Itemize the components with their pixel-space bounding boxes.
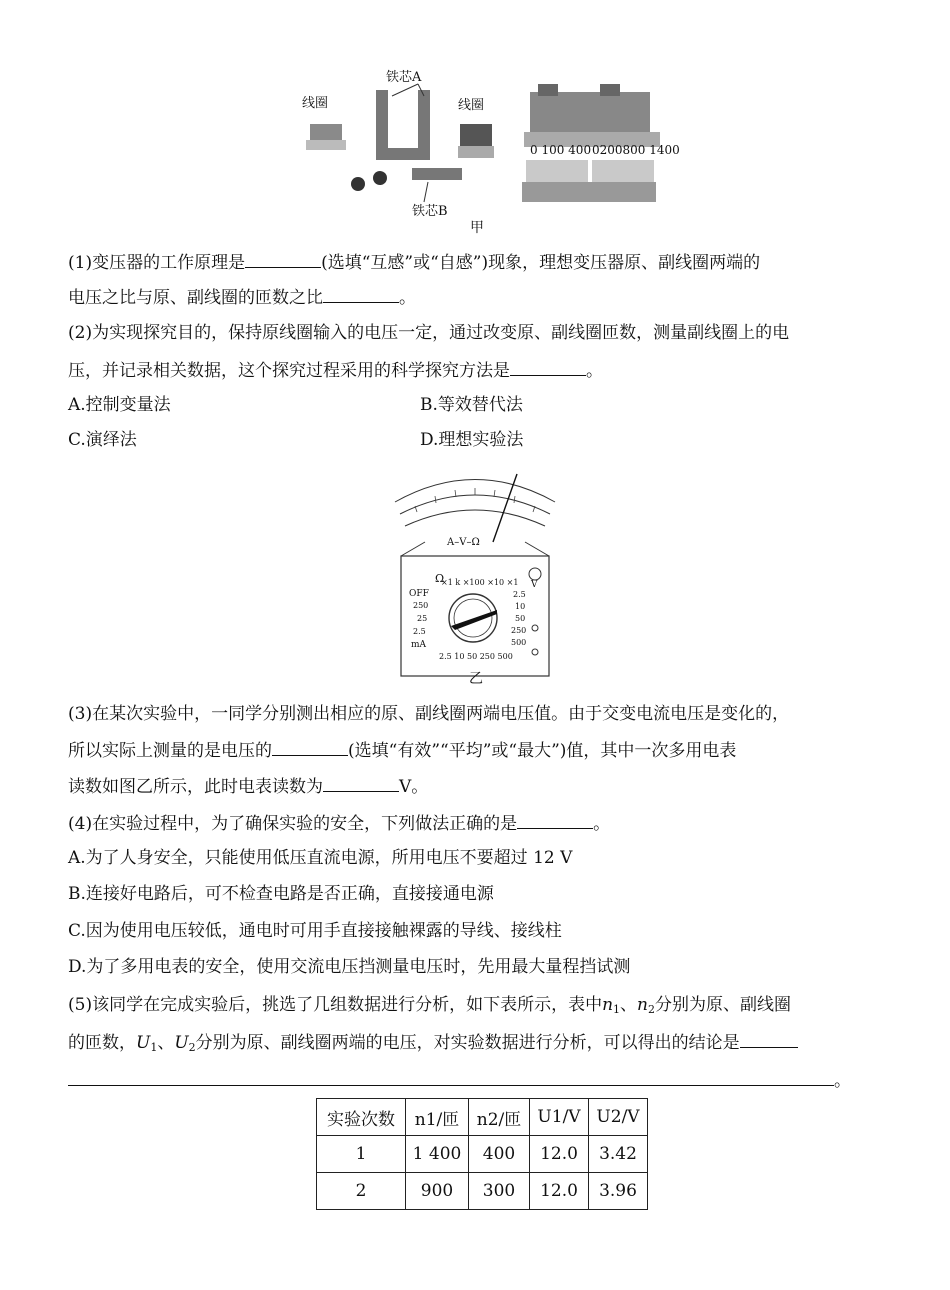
- table-cell: 900: [406, 1173, 469, 1210]
- table-header-row: [317, 1099, 648, 1136]
- dc-ma-range: 25: [417, 614, 428, 623]
- dc-v-range: 2.5: [513, 590, 526, 599]
- table-cell: 300: [469, 1173, 530, 1210]
- ac-v-ranges: 2.5 10 50 250 500: [439, 652, 513, 661]
- label-core-b: 铁芯B: [412, 204, 448, 219]
- dc-v-range: 500: [511, 638, 527, 647]
- q1-line2: 电压之比与原、副线圈的匝数之比 。: [68, 285, 416, 309]
- table-cell: 400: [469, 1136, 530, 1173]
- label-core-a: 铁芯A: [386, 70, 422, 85]
- label-coil-right: 线圈: [458, 98, 485, 113]
- table-cell: 3.42: [589, 1136, 648, 1173]
- q2-line2: 压，并记录相关数据，这个探究过程采用的科学探究方法是 。: [68, 358, 603, 382]
- table-header: 实验次数: [317, 1099, 406, 1136]
- q4-line1: (4)在实验过程中，为了确保实验的安全，下列做法正确的是 。: [68, 811, 610, 835]
- q4-option-a: A.为了人身安全，只能使用低压直流电源，所用电压不要超过 12 V: [68, 848, 573, 868]
- scale-left: 0 100 400: [530, 143, 592, 157]
- q3-line2: 所以实际上测量的是电压的 (选填“有效”“平均”或“最大”)值，其中一次多用电表: [68, 738, 736, 762]
- q2-option-b: B.等效替代法: [420, 395, 523, 415]
- caption-yi: 乙: [469, 671, 483, 687]
- table-header: n1/匝: [406, 1099, 469, 1136]
- table-header: U1/V: [530, 1099, 589, 1136]
- q4-option-b: B.连接好电路后，可不检查电路是否正确，直接接通电源: [68, 884, 494, 904]
- table-cell: 2: [317, 1173, 406, 1210]
- label-coil-left: 线圈: [302, 96, 329, 111]
- q2-option-c: C.演绎法: [68, 430, 137, 450]
- answer-blank: [323, 774, 399, 792]
- q1-line1: (1)变压器的工作原理是 (选填“互感”或“自感”)现象，理想变压器原、副线圈两端的: [68, 250, 760, 274]
- table-cell: 1: [317, 1136, 406, 1173]
- table-header: U2/V: [589, 1099, 648, 1136]
- answer-blank-long: [68, 1068, 834, 1086]
- answer-blank: [272, 738, 348, 756]
- ohm-symbol: Ω: [435, 572, 445, 585]
- q5-line1: (5)该同学在完成实验后，挑选了几组数据进行分析，如下表所示，表中$n_1$、$n_2$分别为原、副线圈: [68, 995, 791, 1016]
- data-table: [316, 1098, 648, 1210]
- q4-option-c: C.因为使用电压较低，通电时可用手直接接触裸露的导线、接线柱: [68, 921, 562, 941]
- answer-blank: [245, 250, 321, 268]
- dc-v-range: 250: [511, 626, 527, 635]
- table-row: [317, 1173, 648, 1210]
- figure-multimeter: [385, 462, 565, 687]
- answer-blank: [323, 285, 399, 303]
- dc-ma-range: 250: [413, 601, 429, 610]
- figure-transformer-parts: [300, 62, 680, 237]
- table-row: [317, 1136, 648, 1173]
- meter-needle: [493, 474, 517, 542]
- q2-option-d: D.理想实验法: [420, 430, 524, 450]
- table-cell: 3.96: [589, 1173, 648, 1210]
- dc-v-range: 10: [515, 602, 526, 611]
- q5-line2: 的匝数，$U_1$、$U_2$分别为原、副线圈两端的电压，对实验数据进行分析，可以得出的结论是: [68, 1030, 798, 1059]
- answer-blank: [517, 811, 593, 829]
- caption-jia: 甲: [470, 220, 484, 236]
- scale-right: 0200800 1400: [592, 143, 680, 157]
- q3-line3: 读数如图乙所示，此时电表读数为 V。: [68, 774, 428, 798]
- q5-line3: 。: [68, 1068, 851, 1092]
- q2-option-a: A.控制变量法: [68, 395, 171, 415]
- dc-v-label: V: [531, 580, 538, 590]
- answer-blank: [510, 358, 586, 376]
- q3-line1: (3)在某次实验中，一同学分别测出相应的原、副线圈两端电压值。由于交变电流电压是变化的，: [68, 704, 790, 724]
- q2-line1: (2)为实现探究目的，保持原线圈输入的电压一定，通过改变原、副线圈匝数，测量副线圈上的电: [68, 323, 790, 343]
- meter-title: A–V–Ω: [447, 537, 480, 548]
- answer-blank: [740, 1030, 798, 1048]
- table-cell: 1 400: [406, 1136, 469, 1173]
- off-label: OFF: [409, 589, 429, 599]
- q4-option-d: D.为了多用电表的安全，使用交流电压挡测量电压时，先用最大量程挡试测: [68, 957, 631, 977]
- table-cell: 12.0: [530, 1136, 589, 1173]
- dc-ma-range: 2.5: [413, 627, 426, 636]
- table-cell: 12.0: [530, 1173, 589, 1210]
- dc-v-range: 50: [515, 614, 526, 623]
- ma-label: mA: [411, 640, 427, 650]
- table-header: n2/匝: [469, 1099, 530, 1136]
- ohm-ranges: ×1 k ×100 ×10 ×1: [441, 578, 519, 587]
